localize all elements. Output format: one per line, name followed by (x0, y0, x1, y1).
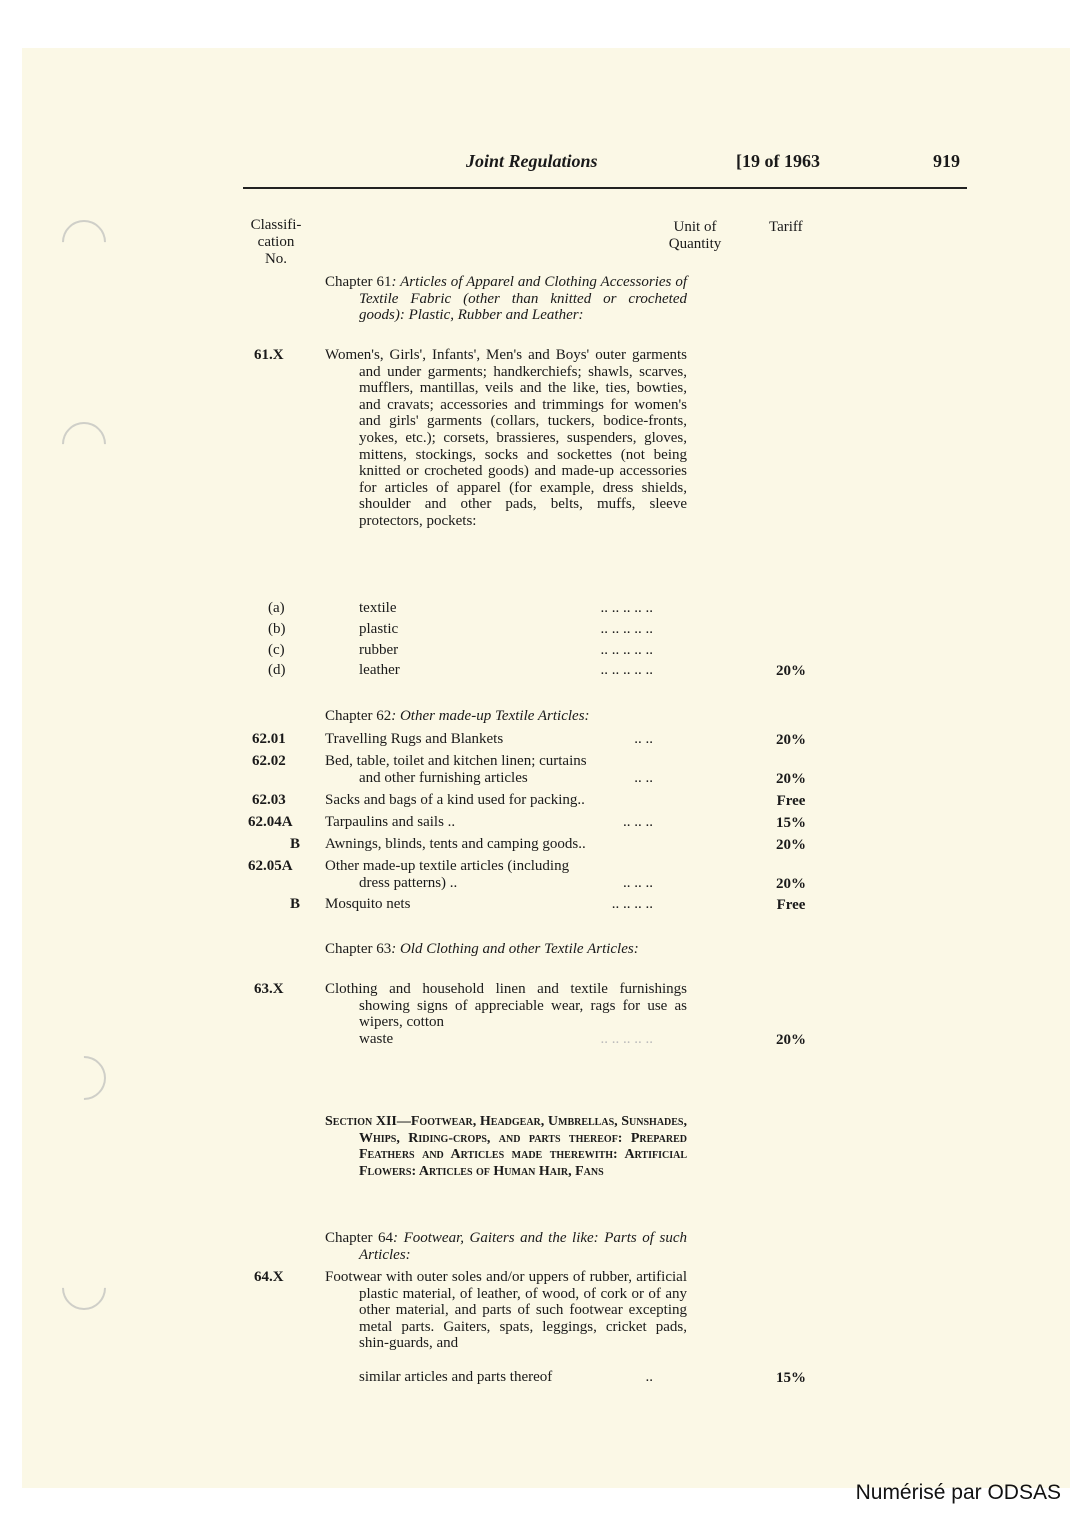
dot-leader: .. .. .. (623, 875, 653, 891)
classification-code: B (290, 896, 301, 912)
dot-leader: .. .. .. (623, 814, 653, 830)
sub-item-row (359, 621, 653, 638)
dot-leader: .. .. .. .. .. (600, 1031, 653, 1047)
sub-item-row (359, 662, 653, 679)
classification-code: 63.X (254, 981, 284, 997)
tariff-value: 20% (776, 663, 806, 679)
item-row (325, 896, 653, 913)
item-description: Clothing and household linen and textile furnishings showing signs of appreciable wear, rags for use as wipers, cotton (325, 981, 687, 1031)
item-text: Mosquito nets (325, 896, 411, 912)
dot-leader: .. .. .. .. .. (600, 662, 653, 678)
digitization-credit: Numérisé par ODSAS (855, 1481, 1061, 1504)
section-xii-heading: Section XII—Footwear, Headgear, Umbrellas, Sunshades, Whips, Riding-crops, and parts thereof: Prepared Feathers and Articles made therewith: Artificial Flowers: Articles of Human Hair, Fans (325, 1114, 687, 1179)
tariff-value: 15% (776, 815, 806, 831)
item-description: Footwear with outer soles and/or uppers of rubber, artificial plastic material, of leather, of wood, of cork or of any other material, and parts of such footwear excepting metal parts. Gaiters, spats, leggings, cricket pads, shin-guards, and (325, 1269, 687, 1352)
sub-item-text: textile (359, 600, 397, 616)
sub-item-label: (d) (268, 662, 286, 678)
classification-code: 61.X (254, 347, 284, 363)
running-title: Joint Regulations (466, 151, 598, 171)
chapter-64-heading: Chapter 64: Footwear, Gaiters and the like: Parts of such Articles: (325, 1230, 688, 1263)
item-row-continuation (359, 770, 653, 787)
item-text: Awnings, blinds, tents and camping goods.. (325, 836, 586, 852)
item-row (325, 814, 653, 831)
item-text: Tarpaulins and sails .. (325, 814, 456, 830)
classification-code: 62.04A (248, 814, 293, 830)
sub-item-text: leather (359, 662, 400, 678)
chapter-63-heading: Chapter 63: Old Clothing and other Textile Articles: (325, 941, 639, 957)
dot-leader: .. .. (634, 731, 653, 747)
classification-code: 62.02 (252, 753, 286, 769)
item-text: Bed, table, toilet and kitchen linen; curtains (325, 753, 587, 769)
item-text: and other furnishing articles (359, 770, 528, 786)
item-text: similar articles and parts thereof (359, 1369, 553, 1385)
sub-item-label: (a) (268, 600, 285, 616)
tariff-value: 15% (776, 1370, 806, 1386)
item-text: Sacks and bags of a kind used for packing.. (325, 792, 585, 808)
column-heading-tariff: Tariff (769, 219, 803, 235)
sub-item-text: rubber (359, 642, 399, 658)
tariff-value: 20% (776, 876, 806, 892)
page-number: 919 (933, 151, 960, 171)
sub-item-row (359, 600, 653, 617)
item-text: dress patterns) .. (359, 875, 458, 891)
dot-leader: .. .. .. .. .. (600, 642, 653, 658)
item-row (325, 731, 653, 748)
tariff-value: 20% (776, 732, 806, 748)
tariff-value: Free (776, 793, 806, 809)
item-text: Other made-up textile articles (including (325, 858, 570, 874)
column-heading-unit: Unit of Quantity (668, 219, 722, 252)
dot-leader: .. .. .. .. .. (600, 621, 653, 637)
classification-code: 62.05A (248, 858, 293, 874)
act-reference: [19 of 1963 (736, 151, 820, 171)
chapter-61-heading: Chapter 61: Articles of Apparel and Clothing Accessories of Textile Fabric (other than knitted or crocheted goods): Plastic, Rubber and Leather: (325, 274, 687, 324)
item-row-continuation (359, 875, 653, 892)
sub-item-label: (c) (268, 642, 285, 658)
classification-code: 62.03 (252, 792, 286, 808)
item-row-continuation (359, 1369, 653, 1386)
dot-leader: .. .. .. .. (611, 896, 653, 912)
sub-item-text: plastic (359, 621, 399, 637)
item-text: Travelling Rugs and Blankets (325, 731, 504, 747)
item-description: Women's, Girls', Infants', Men's and Boys' outer garments and under garments; handkerchiefs; shawls, scarves, mufflers, mantillas, veils and the like, ties, bowties, and cravats; accessories and trimmings for women's and girls' garments (collars, tuckers, bodice-fronts, yokes, etc.); corsets, brassieres, suspenders, gloves, mittens, stockings, socks and sockettes (not being knitted or crocheted goods) and made-up accessories for articles of apparel (for example, dress shields, shoulder and other pads, belts, muffs, sleeve protectors, pockets: (325, 347, 687, 529)
chapter-62-heading: Chapter 62: Other made-up Textile Articles: (325, 708, 590, 724)
tariff-value: Free (776, 897, 806, 913)
column-heading-classification: Classifi- cation No. (250, 217, 302, 267)
dot-leader: .. (645, 1369, 653, 1385)
tariff-value: 20% (776, 837, 806, 853)
sub-item-label: (b) (268, 621, 286, 637)
classification-code: B (290, 836, 301, 852)
item-row-continuation (359, 1031, 653, 1048)
classification-code: 62.01 (252, 731, 286, 747)
classification-code: 64.X (254, 1269, 284, 1285)
tariff-value: 20% (776, 1032, 806, 1048)
header-rule (243, 187, 967, 189)
item-text: waste (359, 1031, 394, 1047)
sub-item-row (359, 642, 653, 659)
dot-leader: .. .. .. .. .. (600, 600, 653, 616)
tariff-value: 20% (776, 771, 806, 787)
dot-leader: .. .. (634, 770, 653, 786)
